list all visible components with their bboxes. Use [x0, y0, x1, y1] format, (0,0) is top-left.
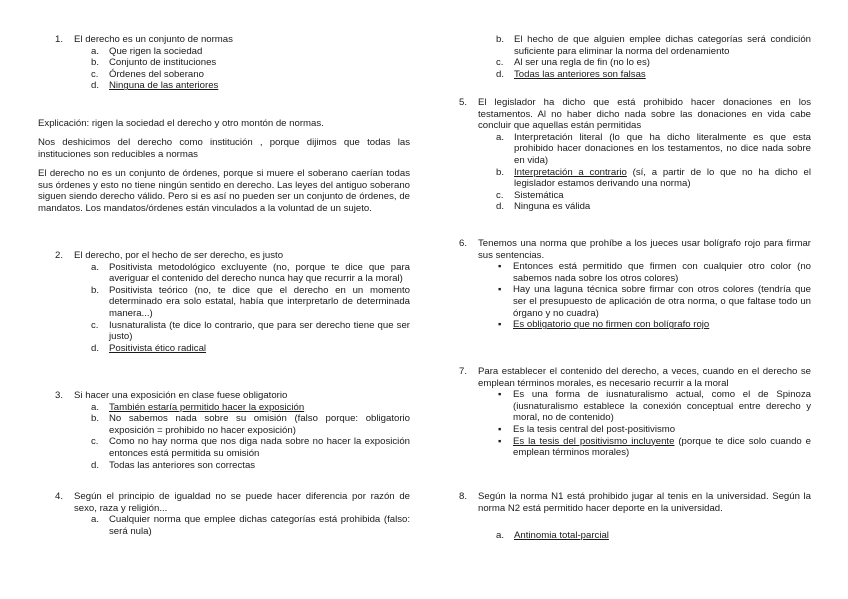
option-label: d. [91, 459, 100, 471]
option-text-answer: Antinomia total-parcial [514, 530, 609, 542]
explanation-block [38, 118, 410, 130]
option-text-answer: Todas las anteriores son falsas [514, 68, 646, 80]
option-text: Es la tesis central del post-positivismo [513, 423, 676, 435]
option-label: a. [496, 530, 505, 542]
option-text-answer: Positivista ético radical [109, 342, 207, 354]
question-text: El derecho es un conjunto de normas [74, 34, 233, 45]
option-text: Positivista metodológico excluyente (no, porque te dice que para averiguar el contenido del derecho nunca hay que recurrir a la moral) [109, 261, 410, 285]
option-text: Entonces está permitido que firmen con cualquier otro color (no sabemos nada sobre los otros colores) [513, 261, 811, 284]
option-text: Que rigen la sociedad [109, 45, 203, 57]
question-text: El legislador ha dicho que está prohibido hacer donaciones en los testamentos. Al no haber dicho nada sobre las donaciones en vida cabe concluir que aquellas están permitidas [478, 97, 811, 132]
option-text: Conjunto de instituciones [109, 57, 217, 69]
option-label: d. [496, 201, 505, 213]
square-bullet-icon: ▪ [498, 284, 502, 296]
option-text: Cualquier norma que emplee dichas categorías está prohibida (falso: será nula) [109, 514, 410, 537]
options-list [496, 132, 811, 213]
question-4-continued [459, 34, 811, 80]
option-label: a. [91, 401, 100, 413]
question-3 [38, 390, 410, 471]
question-number: 4. [55, 491, 64, 502]
question-number: 7. [459, 366, 468, 377]
question-number: 2. [55, 250, 64, 261]
option-label: c. [496, 57, 504, 69]
option-text-answer: Es obligatorio que no firmen con bolígrafo rojo [513, 319, 710, 331]
option-text: Todas las anteriores son correctas [109, 459, 256, 471]
option-text-note: (sí, a partir de lo que no ha dicho el legislador estamos derivando una norma) [514, 166, 812, 190]
option-label: a. [91, 514, 100, 526]
question-5 [459, 97, 811, 213]
question-number: 3. [55, 390, 64, 401]
options-list [498, 389, 811, 459]
option-text: No sabemos nada sobre su omisión (falso porque: obligatorio exposición = prohibido no hacer exposición) [109, 413, 410, 436]
option-text: Como no hay norma que nos diga nada sobre no hacer la exposición entonces está permitida su omisión [109, 436, 410, 459]
option-label: d. [91, 80, 100, 92]
option-text-answer: También estaría permitido hacer la exposición [109, 401, 305, 413]
question-4 [38, 491, 410, 537]
options-list [496, 530, 811, 542]
square-bullet-icon: ▪ [498, 319, 502, 331]
question-text: Tenemos una norma que prohíbe a los jueces usar bolígrafo rojo para firmar sus sentencias. [478, 238, 811, 261]
option-label: c. [496, 189, 504, 201]
option-text: Órdenes del soberano [109, 68, 204, 80]
question-number: 5. [459, 97, 468, 108]
option-text: Ninguna es válida [514, 201, 591, 213]
option-label: b. [496, 166, 505, 178]
options-list [91, 262, 410, 355]
question-number: 8. [459, 491, 468, 502]
question-8 [459, 491, 811, 542]
option-label: b. [91, 284, 100, 296]
options-list [498, 261, 811, 331]
option-text: Al ser una regla de fin (no lo es) [514, 57, 650, 69]
question-text: Según la norma N1 está prohibido jugar al tenis en la universidad. Según la norma N2 está permitido hacer deporte en la universidad. [478, 491, 811, 514]
square-bullet-icon: ▪ [498, 389, 502, 401]
option-text-answer: Interpretación a contrario [514, 166, 627, 178]
option-text: Iusnaturalista (te dice lo contrario, que para ser derecho tiene que ser justo) [109, 319, 410, 343]
explanation-paragraph: Nos deshicimos del derecho como institución , porque dijimos que todas las instituciones son reducibles a normas [38, 137, 410, 160]
square-bullet-icon: ▪ [498, 261, 502, 273]
option-text: Positivista teórico (no, te dice que el derecho en un momento determinado era solo estatal, había que interpretarlo de determinada manera...) [109, 284, 410, 319]
question-1 [38, 34, 410, 92]
question-number: 1. [55, 34, 64, 45]
question-6 [459, 238, 811, 331]
option-label: d. [496, 68, 505, 80]
option-label: c. [91, 319, 99, 331]
option-label: a. [496, 131, 505, 143]
explanation-paragraph: Explicación: rigen la sociedad el derecho y otro montón de normas. [38, 118, 324, 129]
options-list [91, 402, 410, 472]
option-label: a. [91, 261, 100, 273]
option-label: b. [91, 57, 100, 69]
option-label: c. [91, 68, 99, 80]
question-text: Para establecer el contenido del derecho, a veces, cuando en el derecho se emplean términos morales, es necesario recurrir a la moral [478, 366, 811, 389]
option-text: Hay una laguna técnica sobre firmar con otros colores (tendría que ser el presupuesto de aplicación de otra norma, o que faltase todo un órgano y no cuadra) [513, 284, 811, 319]
question-number: 6. [459, 238, 468, 249]
explanation-block [38, 137, 410, 160]
question-text: Si hacer una exposición en clase fuese obligatorio [74, 390, 288, 401]
option-text-answer: Ninguna de las anteriores [109, 80, 219, 92]
options-list [91, 46, 410, 92]
options-list [91, 514, 410, 537]
square-bullet-icon: ▪ [498, 423, 502, 435]
option-label: b. [91, 413, 100, 425]
square-bullet-icon: ▪ [498, 435, 502, 447]
question-text: Según el principio de igualdad no se puede hacer diferencia por razón de sexo, raza y religión... [74, 491, 410, 514]
option-label: b. [496, 34, 505, 45]
option-text: Interpretación literal (lo que ha dicho literalmente es que esta prohibido hacer donaciones en los testamentos, no dice nada sobre en vida) [514, 131, 811, 166]
option-text-note: (porque te dice solo cuando e emplean términos morales) [513, 435, 811, 459]
question-2 [38, 250, 410, 354]
explanation-block [38, 168, 410, 214]
option-text-answer: Es la tesis del positivismo incluyente [513, 435, 675, 447]
option-text: El hecho de que alguien emplee dichas categorías será condición suficiente para eliminar la norma del ordenamiento [514, 34, 811, 57]
option-label: c. [91, 436, 99, 448]
question-text: El derecho, por el hecho de ser derecho, es justo [74, 250, 284, 261]
option-text: Sistemática [514, 189, 564, 201]
option-label: d. [91, 342, 100, 354]
question-7 [459, 366, 811, 459]
explanation-paragraph: El derecho no es un conjunto de órdenes, porque si muere el soberano caerían todas sus órdenes y esto no tiene ningún sentido en derecho. Las leyes del antiguo soberano siguen siendo derecho válido. Pero si es así no pueden ser un conjunto de órdenes, de mandatos. Los mandatos/órdenes están vinculados a la voluntad de un sujeto. [38, 168, 410, 214]
option-text: Es una forma de iusnaturalismo actual, como el de Spinoza (iusnaturalismo establece la conexión conceptual entre derecho y moral, no de contenido) [513, 389, 811, 424]
option-label: a. [91, 45, 100, 57]
